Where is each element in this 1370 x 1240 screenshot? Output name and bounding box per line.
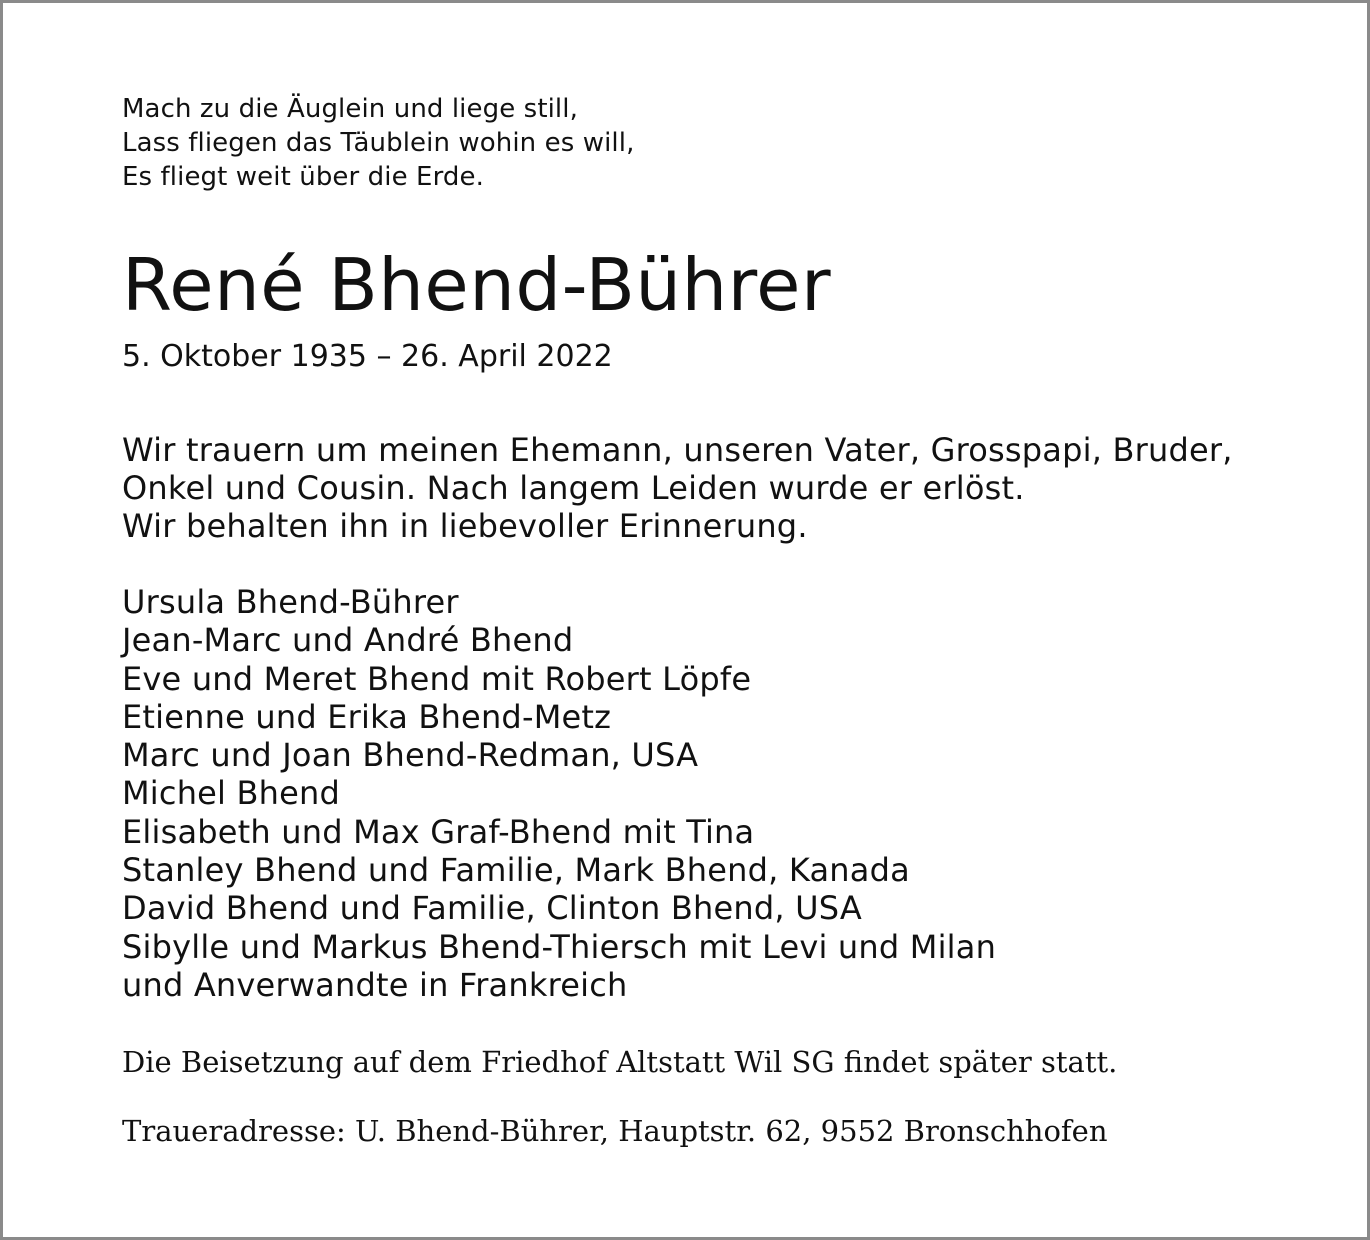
mourner-line: Michel Bhend bbox=[122, 774, 341, 813]
mourner-line: Sibylle und Markus Bhend-Thiersch mit Levi und Milan bbox=[122, 927, 997, 966]
mourner-line: Elisabeth und Max Graf-Bhend mit Tina bbox=[122, 812, 755, 851]
mourner-line: Ursula Bhend-Bührer bbox=[122, 583, 459, 621]
mourner-line: Eve und Meret Bhend mit Robert Löpfe bbox=[122, 659, 752, 698]
poem-line: Mach zu die Äuglein und liege still, bbox=[122, 94, 578, 124]
message-line: Wir behalten ihn in liebevoller Erinnerung. bbox=[122, 507, 808, 545]
mourner-line: Etienne und Erika Bhend-Metz bbox=[122, 697, 612, 736]
poem-line: Es fliegt weit über die Erde. bbox=[122, 162, 484, 192]
burial-notice: Die Beisetzung auf dem Friedhof Altstatt Wil SG findet später statt. bbox=[122, 1045, 1118, 1079]
message-line: Wir trauern um meinen Ehemann, unseren Vater, Grosspapi, Bruder, bbox=[122, 431, 1233, 469]
deceased-name: René Bhend-Bührer bbox=[122, 243, 832, 327]
poem-line: Lass fliegen das Täublein wohin es will, bbox=[122, 128, 635, 158]
life-dates: 5. Oktober 1935 – 26. April 2022 bbox=[122, 339, 613, 374]
mourner-line: und Anverwandte in Frankreich bbox=[122, 965, 628, 1004]
mourner-line: Marc und Joan Bhend-Redman, USA bbox=[122, 736, 699, 775]
mourning-address: Traueradresse: U. Bhend-Bührer, Hauptstr. 62, 9552 Bronschhofen bbox=[122, 1114, 1108, 1148]
message-line: Onkel und Cousin. Nach langem Leiden wurde er erlöst. bbox=[122, 469, 1025, 507]
mourner-line: David Bhend und Familie, Clinton Bhend, USA bbox=[122, 889, 862, 928]
mourning-message bbox=[122, 431, 1233, 545]
poem bbox=[122, 92, 634, 194]
mourner-line: Stanley Bhend und Familie, Mark Bhend, Kanada bbox=[122, 851, 910, 890]
mourner-line: Jean-Marc und André Bhend bbox=[122, 621, 574, 660]
mourners-list bbox=[122, 583, 996, 1004]
